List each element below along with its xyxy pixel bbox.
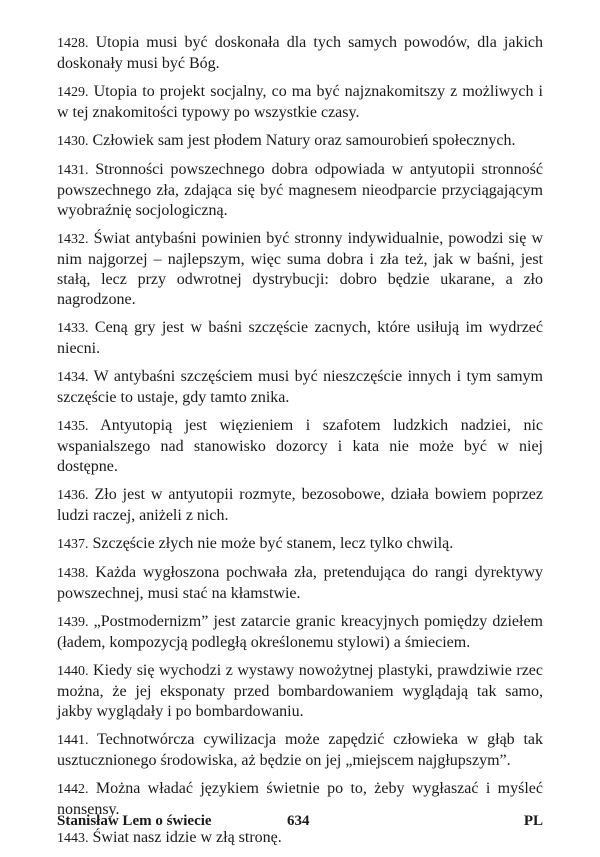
entry-text: Stronności powszechnego dobra odpowiada w antyutopii stronność powszechnego zła, zdająca się być magnesem nieodparcie przyciągającym wyobraźnię socjologiczną. — [57, 161, 543, 219]
aphorism-entry — [57, 229, 543, 310]
entry-text: „Postmodernizm” jest zatarcie granic kreacyjnych pomiędzy dziełem (ładem, kompozycją podległą określonemu stylowi) a śmieciem. — [57, 613, 544, 651]
entry-number: 1435. — [57, 419, 89, 434]
entry-number: 1429. — [57, 85, 89, 100]
aphorism-entry — [57, 730, 543, 771]
aphorism-entry — [57, 160, 543, 221]
entry-number: 1441. — [57, 733, 89, 748]
aphorism-entry — [57, 661, 543, 722]
entry-number: 1443. — [57, 831, 89, 846]
entry-text: Szczęście złych nie może być stanem, lecz tylko chwilą. — [92, 535, 454, 552]
entry-number: 1440. — [57, 664, 89, 679]
aphorism-entry — [57, 612, 543, 653]
entry-text: Każda wygłoszona pochwała zła, pretendująca do rangi dyrektywy powszechnej, musi stać na kłamstwie. — [57, 564, 543, 602]
aphorism-entry — [57, 416, 543, 477]
entry-number: 1431. — [57, 163, 89, 178]
entry-number: 1428. — [57, 36, 89, 51]
aphorism-entry — [57, 485, 543, 526]
entry-text: Utopia to projekt socjalny, co ma być najznakomitszy z możliwych i w tej znakomitości typowy po wszystkie czasy. — [57, 83, 544, 121]
page-footer — [57, 813, 543, 833]
entry-text: Zło jest w antyutopii rozmyte, bezosobowe, działa bowiem poprzez ludzi raczej, aniżeli z nich. — [57, 486, 544, 524]
page-body — [57, 33, 543, 857]
entry-number: 1437. — [57, 537, 89, 552]
aphorism-entry — [57, 367, 543, 408]
entry-text: Kiedy się wychodzi z wystawy nowożytnej plastyki, prawdziwie rzec można, że jej eksponaty przed bombardowaniem wyglądają tak samo, jakby wyglądały i po bombardowaniu. — [57, 662, 544, 720]
entry-text: Świat nasz idzie w złą stronę. — [92, 829, 282, 846]
aphorism-entry — [57, 131, 543, 152]
entry-number: 1436. — [57, 488, 89, 503]
entry-number: 1434. — [57, 370, 89, 385]
entry-text: Technotwórcza cywilizacja może zapędzić człowieka w głąb tak usztucznionego środowiska, aż będzie on jej „miejscem najgłupszym”. — [57, 731, 544, 769]
entry-number: 1430. — [57, 134, 89, 149]
aphorism-entry — [57, 534, 543, 555]
entry-text: Utopia musi być doskonała dla tych samych powodów, dla jakich doskonały musi być Bóg. — [57, 34, 543, 72]
entry-number: 1438. — [57, 566, 89, 581]
entry-text: Antyutopią jest więzieniem i szafotem ludzkich nadziei, nic wspanialszego nad stanowisko dozorcy i kata nie może być w niej dostępne. — [57, 417, 543, 475]
entry-text: Człowiek sam jest płodem Natury oraz samourobień społecznych. — [92, 132, 516, 149]
aphorism-entry — [57, 563, 543, 604]
entry-number: 1432. — [57, 232, 89, 247]
entry-text: Można władać językiem świetnie po to, żeby wygłaszać i myśleć nonsensy. — [57, 780, 543, 818]
entry-text: Świat antybaśni powinien być stronny indywidualnie, powodzi się w nim najgorzej – najlepszym, więc suma dobra i zła też, jak w baśni, jest stałą, lecz przy odwrotnej dystrybucji: dobro będzie ukarane, a zło nagrodzone. — [57, 230, 543, 308]
entry-number: 1439. — [57, 615, 89, 630]
entry-text: W antybaśni szczęściem musi być nieszczęście innych i tym samym szczęście to ustaje, gdy tamto znika. — [57, 368, 543, 406]
aphorism-entry — [57, 33, 543, 74]
page-number: 634 — [287, 813, 310, 829]
aphorism-entry — [57, 82, 543, 123]
aphorism-entry — [57, 318, 543, 359]
entry-number: 1433. — [57, 321, 89, 336]
entry-text: Ceną gry jest w baśni szczęście zacnych, które usiłują im wydrzeć niecni. — [57, 319, 544, 357]
entry-number: 1442. — [57, 782, 89, 797]
book-title: Stanisław Lem o świecie — [57, 813, 212, 829]
language-code: PL — [523, 813, 543, 829]
